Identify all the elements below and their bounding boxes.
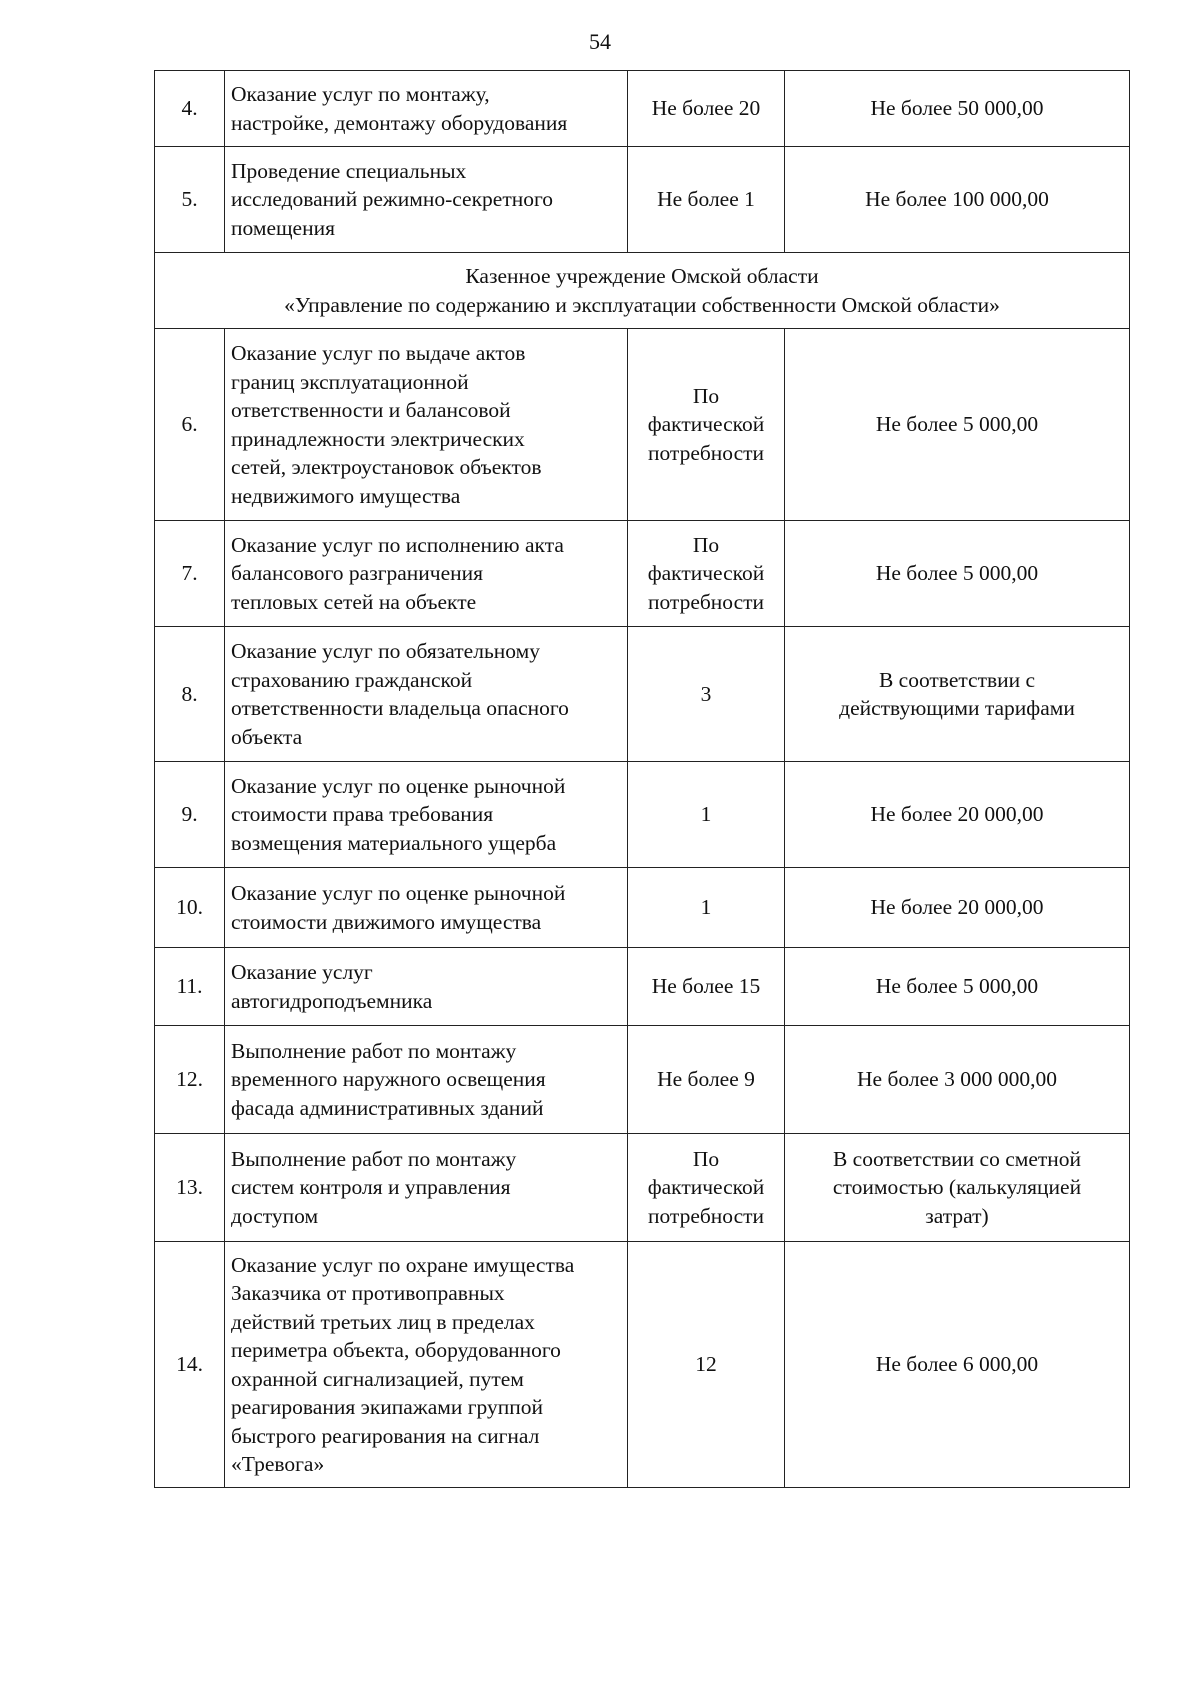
table-row	[155, 147, 1130, 253]
row-description: Выполнение работ по монтажу систем контроля и управления доступом	[225, 1134, 628, 1242]
row-price: Не более 50 000,00	[785, 71, 1130, 147]
row-description: Проведение специальных исследований режимно-секретного помещения	[225, 147, 628, 253]
row-description: Оказание услуг по охране имущества Заказчика от противоправных действий третьих лиц в пределах периметра объекта, оборудованного охранной сигнализацией, путем реагирования экипажами группой быстрого реагирования на сигнал «Тревога»	[225, 1242, 628, 1488]
row-price: Не более 100 000,00	[785, 147, 1130, 253]
row-quantity: По фактической потребности	[628, 1134, 785, 1242]
row-quantity: 12	[628, 1242, 785, 1488]
row-description: Оказание услуг автогидроподъемника	[225, 948, 628, 1026]
row-number: 12.	[155, 1026, 225, 1134]
section-header-row	[155, 253, 1130, 329]
table-row	[155, 762, 1130, 868]
row-description: Выполнение работ по монтажу временного наружного освещения фасада административных зданий	[225, 1026, 628, 1134]
row-number: 13.	[155, 1134, 225, 1242]
row-price: Не более 3 000 000,00	[785, 1026, 1130, 1134]
row-number: 9.	[155, 762, 225, 868]
row-price: Не более 5 000,00	[785, 948, 1130, 1026]
row-description: Оказание услуг по выдаче актов границ эксплуатационной ответственности и балансовой принадлежности электрических сетей, электроустановок объектов недвижимого имущества	[225, 329, 628, 521]
page-number: 54	[589, 29, 611, 54]
table-row	[155, 71, 1130, 147]
row-description: Оказание услуг по исполнению акта балансового разграничения тепловых сетей на объекте	[225, 521, 628, 627]
table-row	[155, 627, 1130, 762]
row-quantity: Не более 1	[628, 147, 785, 253]
row-number: 8.	[155, 627, 225, 762]
services-table	[154, 70, 1130, 1488]
row-quantity: Не более 15	[628, 948, 785, 1026]
table-row	[155, 1026, 1130, 1134]
table-row	[155, 948, 1130, 1026]
row-quantity: Не более 9	[628, 1026, 785, 1134]
row-description: Оказание услуг по обязательному страхованию гражданской ответственности владельца опасного объекта	[225, 627, 628, 762]
row-quantity: По фактической потребности	[628, 521, 785, 627]
table-row	[155, 521, 1130, 627]
row-number: 4.	[155, 71, 225, 147]
row-description: Оказание услуг по оценке рыночной стоимости права требования возмещения материального ущерба	[225, 762, 628, 868]
row-number: 5.	[155, 147, 225, 253]
row-description: Оказание услуг по оценке рыночной стоимости движимого имущества	[225, 868, 628, 948]
row-quantity: По фактической потребности	[628, 329, 785, 521]
row-number: 7.	[155, 521, 225, 627]
row-number: 11.	[155, 948, 225, 1026]
row-price: В соответствии с действующими тарифами	[785, 627, 1130, 762]
row-price: Не более 6 000,00	[785, 1242, 1130, 1488]
row-price: В соответствии со сметной стоимостью (калькуляцией затрат)	[785, 1134, 1130, 1242]
row-price: Не более 5 000,00	[785, 329, 1130, 521]
row-number: 14.	[155, 1242, 225, 1488]
row-description: Оказание услуг по монтажу, настройке, демонтажу оборудования	[225, 71, 628, 147]
table-row	[155, 1242, 1130, 1488]
section-title: Казенное учреждение Омской области «Управление по содержанию и эксплуатации собственности Омской области»	[155, 253, 1130, 329]
row-price: Не более 20 000,00	[785, 762, 1130, 868]
row-number: 6.	[155, 329, 225, 521]
table-row	[155, 868, 1130, 948]
row-number: 10.	[155, 868, 225, 948]
row-quantity: Не более 20	[628, 71, 785, 147]
row-price: Не более 20 000,00	[785, 868, 1130, 948]
table-row	[155, 329, 1130, 521]
table-row	[155, 1134, 1130, 1242]
row-price: Не более 5 000,00	[785, 521, 1130, 627]
row-quantity: 1	[628, 868, 785, 948]
row-quantity: 1	[628, 762, 785, 868]
row-quantity: 3	[628, 627, 785, 762]
